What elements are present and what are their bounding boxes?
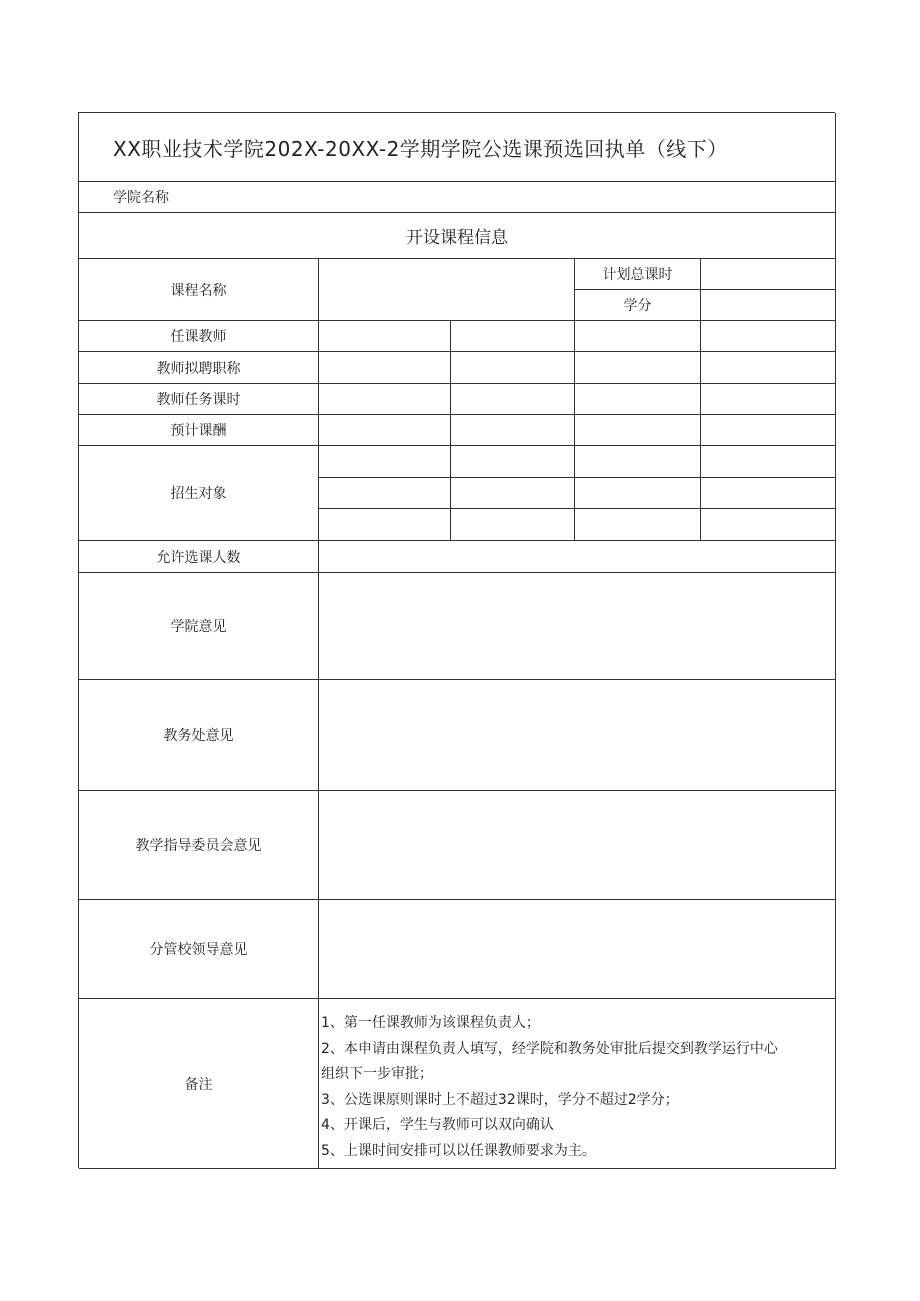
receipt-form xyxy=(78,112,835,1168)
target-input-1-4[interactable] xyxy=(701,446,836,478)
target-label: 招生对象 xyxy=(79,446,319,541)
target-input-2-2[interactable] xyxy=(451,478,575,509)
form-title: XX职业技术学院202X-20XX-2学期学院公选课预选回执单（线下） xyxy=(79,113,836,182)
teacher-title-input-2[interactable] xyxy=(451,352,575,384)
target-input-3-4[interactable] xyxy=(701,509,836,541)
teacher-hours-input-2[interactable] xyxy=(451,384,575,415)
teacher-input-2[interactable] xyxy=(451,321,575,352)
credits-label: 学分 xyxy=(575,290,701,321)
target-input-1-1[interactable] xyxy=(319,446,451,478)
target-input-1-2[interactable] xyxy=(451,446,575,478)
target-input-3-3[interactable] xyxy=(575,509,701,541)
note-line: 1、第一任课教师为该课程负责人； xyxy=(321,1015,540,1031)
course-name-label: 课程名称 xyxy=(79,259,319,321)
note-line: 2、本申请由课程负责人填写，经学院和教务处审批后提交到教学运行中心 xyxy=(321,1040,778,1057)
note-line: 组织下一步审批； xyxy=(321,1066,433,1082)
teacher-title-input-3[interactable] xyxy=(575,352,701,384)
note-line: 4、开课后，学生与教师可以双向确认 xyxy=(321,1117,554,1133)
pay-input-1[interactable] xyxy=(319,415,451,446)
pay-input-4[interactable] xyxy=(701,415,836,446)
pay-input-2[interactable] xyxy=(451,415,575,446)
remarks-notes xyxy=(319,999,836,1169)
course-name-input[interactable] xyxy=(319,259,575,321)
target-input-2-4[interactable] xyxy=(701,478,836,509)
teacher-title-input-1[interactable] xyxy=(319,352,451,384)
pay-label: 预计课酬 xyxy=(79,415,319,446)
college-opinion-input[interactable] xyxy=(319,573,836,680)
teacher-hours-input-1[interactable] xyxy=(319,384,451,415)
section-title: 开设课程信息 xyxy=(79,213,836,259)
target-input-2-1[interactable] xyxy=(319,478,451,509)
note-line: 3、公选课原则课时上不超过32课时，学分不超过2学分； xyxy=(321,1091,679,1108)
teacher-input-4[interactable] xyxy=(701,321,836,352)
teacher-title-label: 教师拟聘职称 xyxy=(79,352,319,384)
academic-office-opinion-label: 教务处意见 xyxy=(79,680,319,791)
pay-input-3[interactable] xyxy=(575,415,701,446)
total-hours-label: 计划总课时 xyxy=(575,259,701,290)
committee-opinion-input[interactable] xyxy=(319,791,836,900)
teacher-label: 任课教师 xyxy=(79,321,319,352)
max-students-label: 允许选课人数 xyxy=(79,541,319,573)
target-input-1-3[interactable] xyxy=(575,446,701,478)
committee-opinion-label: 教学指导委员会意见 xyxy=(79,791,319,900)
leader-opinion-input[interactable] xyxy=(319,900,836,999)
teacher-title-input-4[interactable] xyxy=(701,352,836,384)
college-opinion-label: 学院意见 xyxy=(79,573,319,680)
remarks-label: 备注 xyxy=(79,999,319,1169)
target-input-3-2[interactable] xyxy=(451,509,575,541)
teacher-hours-input-3[interactable] xyxy=(575,384,701,415)
academic-office-opinion-input[interactable] xyxy=(319,680,836,791)
leader-opinion-label: 分管校领导意见 xyxy=(79,900,319,999)
target-input-2-3[interactable] xyxy=(575,478,701,509)
credits-input[interactable] xyxy=(701,290,836,321)
max-students-input[interactable] xyxy=(319,541,836,573)
target-input-3-1[interactable] xyxy=(319,509,451,541)
college-name-label: 学院名称 xyxy=(79,182,836,213)
teacher-hours-input-4[interactable] xyxy=(701,384,836,415)
note-line: 5、上课时间安排可以以任课教师要求为主。 xyxy=(321,1142,596,1159)
total-hours-input[interactable] xyxy=(701,259,836,290)
teacher-hours-label: 教师任务课时 xyxy=(79,384,319,415)
teacher-input-3[interactable] xyxy=(575,321,701,352)
teacher-input-1[interactable] xyxy=(319,321,451,352)
